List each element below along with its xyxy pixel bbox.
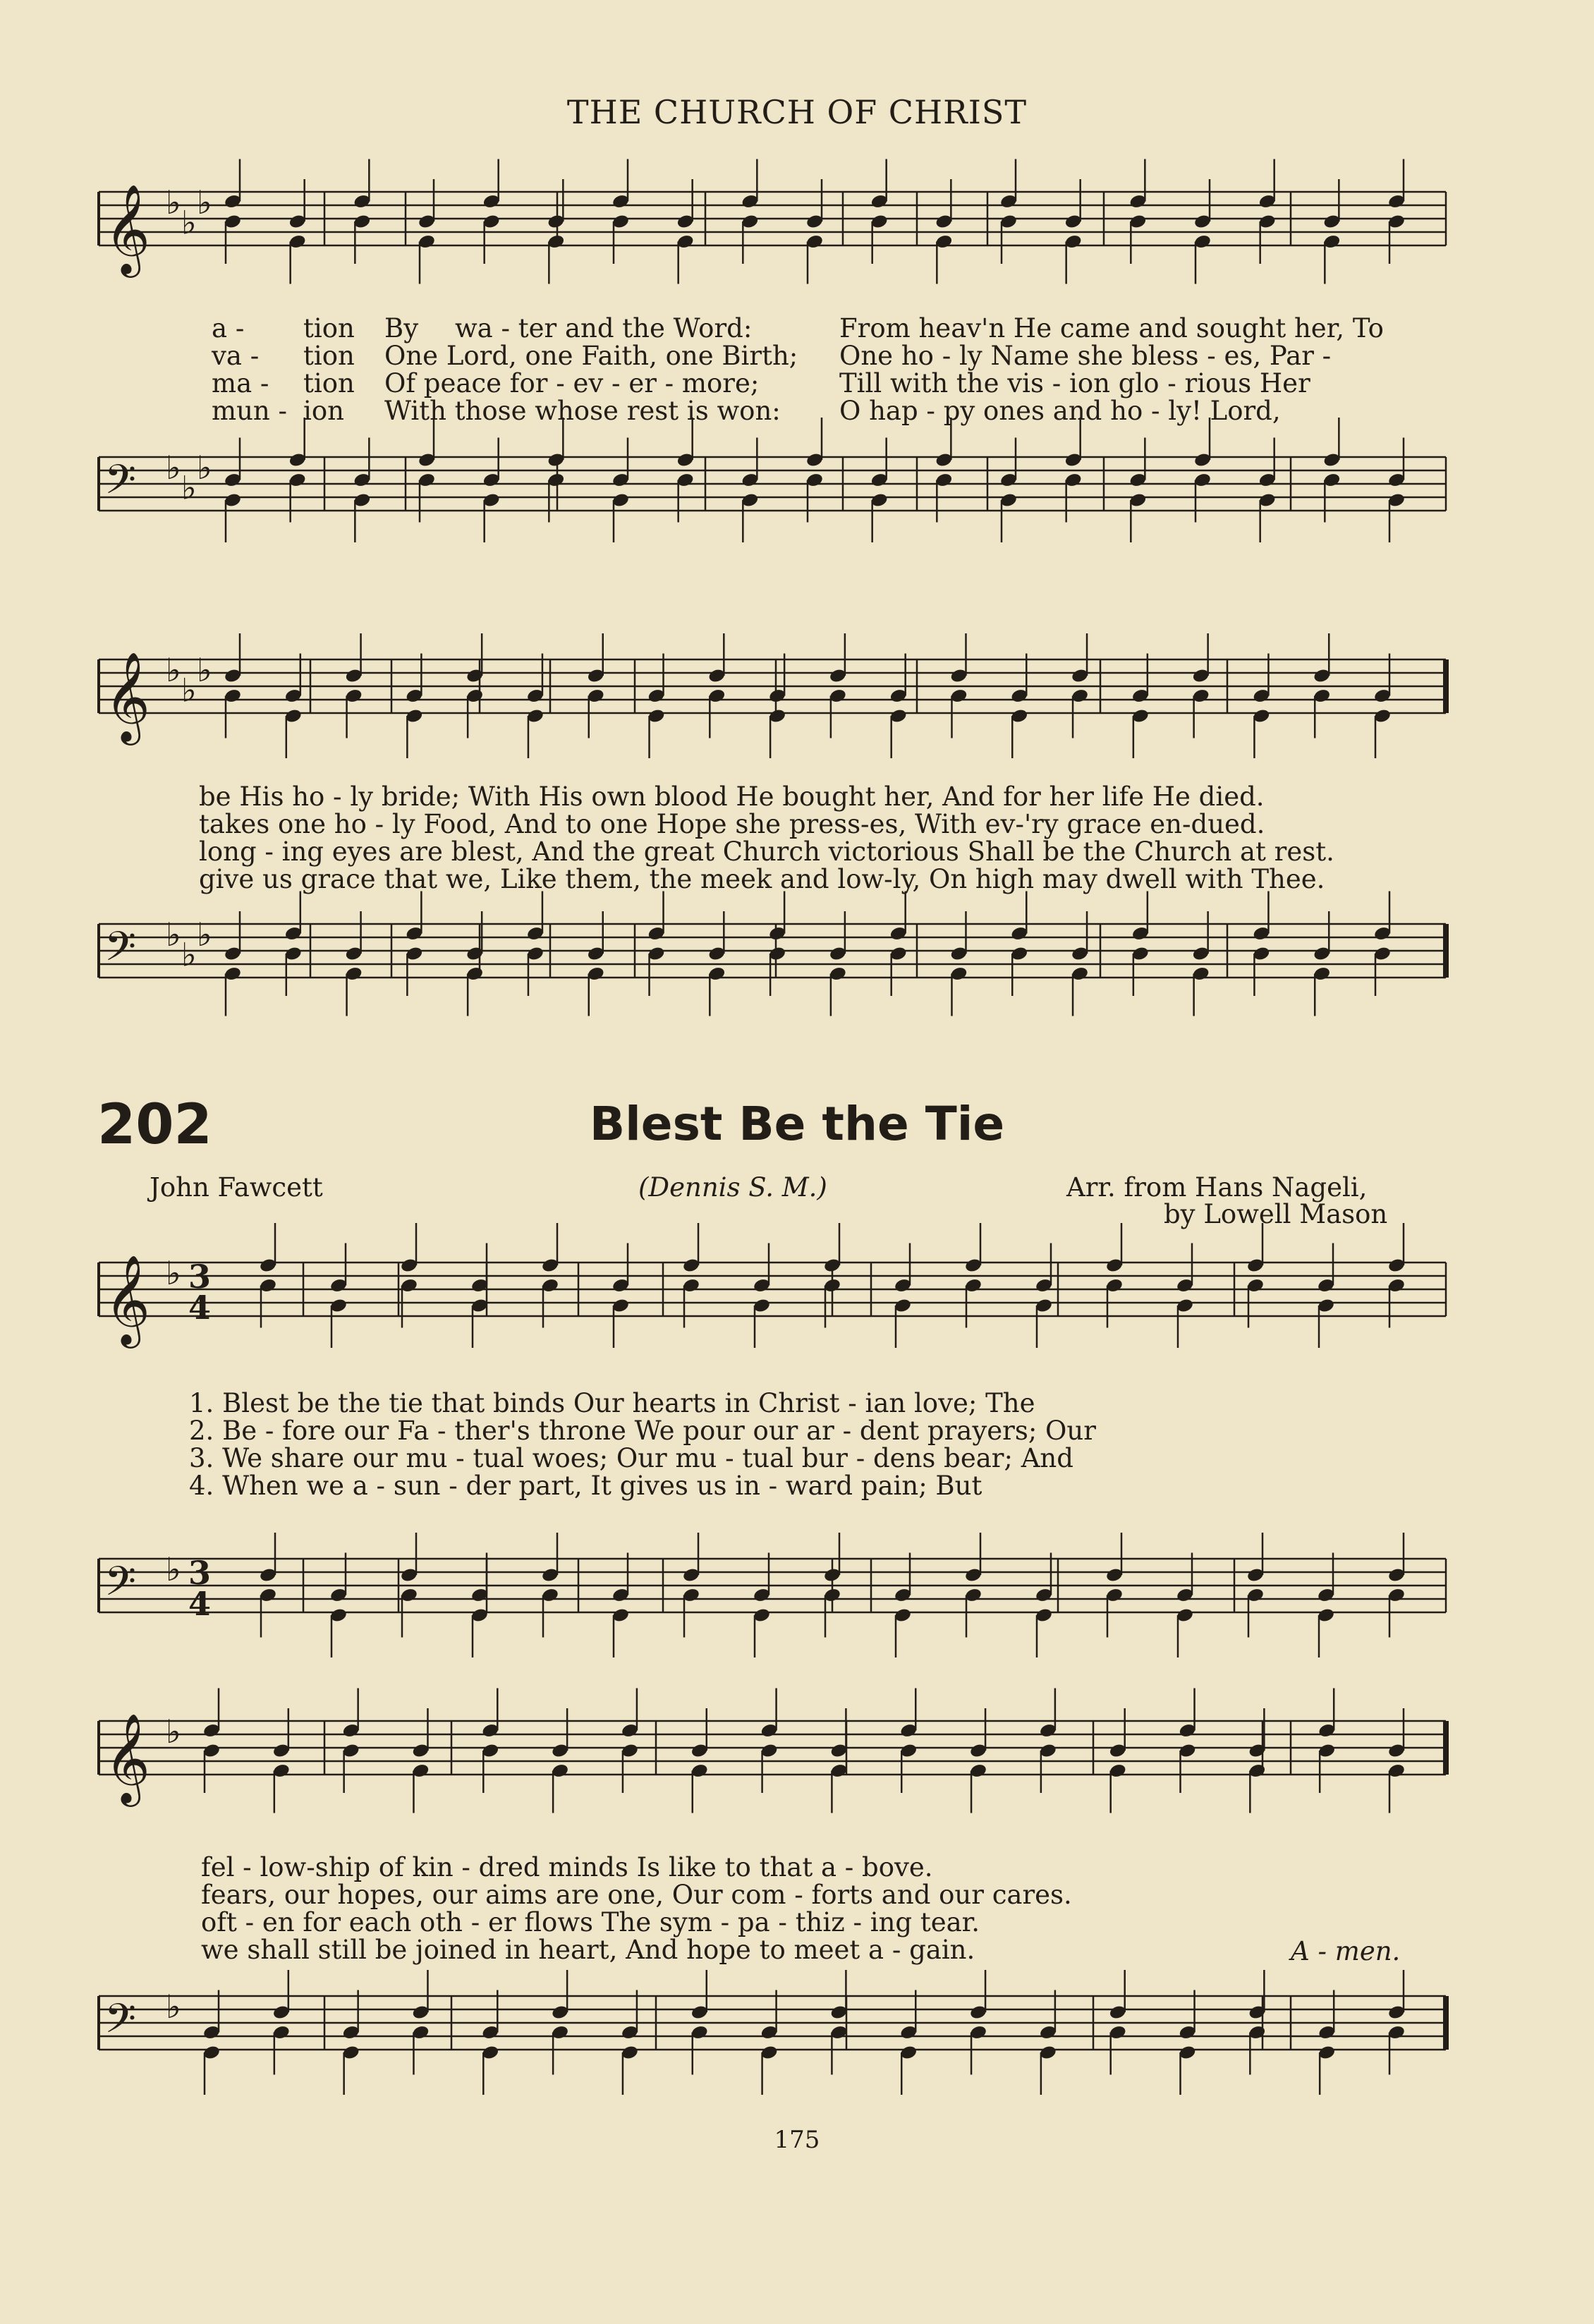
- flat-icon: ♭: [166, 1254, 181, 1292]
- lyric-line: we shall still be joined in heart, And hope to meet a - gain.: [201, 1935, 975, 1965]
- time-signature: 3: [188, 1258, 212, 1296]
- lyric-line: ma - tion Of peace for - ev - er - more; Till with the vis - ion glo - rious Her: [212, 368, 1310, 399]
- flat-icon: ♭: [197, 183, 212, 221]
- flat-icon: ♭: [166, 1712, 181, 1751]
- treble-clef-icon: 𝄞: [104, 1254, 151, 1344]
- lyric-line: a - tion By wa - ter and the Word: From heav'n He came and sought her, To: [212, 313, 1384, 343]
- time-signature: 3: [188, 1554, 212, 1592]
- page-number: 175: [774, 2126, 820, 2154]
- treble-clef-icon: 𝄞: [104, 1712, 151, 1803]
- flat-icon: ♭: [197, 449, 212, 487]
- lyric-line: va - tion One Lord, one Faith, one Birth; One ho - ly Name she bless - es, Par -: [212, 341, 1332, 371]
- lyric-line: give us grace that we, Like them, the meek and low-ly, On high may dwell with Thee.: [199, 864, 1325, 894]
- flat-icon: ♭: [181, 935, 197, 974]
- flat-icon: ♭: [166, 651, 181, 689]
- hymn-arranger: Arr. from Hans Nageli,: [1066, 1172, 1368, 1203]
- flat-icon: ♭: [166, 915, 181, 954]
- hymn-arranger-2: by Lowell Mason: [1164, 1199, 1388, 1229]
- flat-icon: ♭: [181, 203, 197, 242]
- treble-clef-icon: 𝄞: [104, 651, 151, 741]
- lyric-line: long - ing eyes are blest, And the great Church victorious Shall be the Church at rest.: [199, 836, 1334, 867]
- lyric-line: be His ho - ly bride; With His own blood He bought her, And for her life He died.: [199, 781, 1265, 812]
- flat-icon: ♭: [181, 671, 197, 710]
- bass-clef-icon: 𝄢: [104, 456, 137, 513]
- lyric-line: 3. We share our mu - tual woes; Our mu - tual bur - dens bear; And: [189, 1443, 1073, 1473]
- hymn-author: John Fawcett: [150, 1172, 323, 1203]
- lyric-line: oft - en for each oth - er flows The sym - pa - thiz - ing tear.: [201, 1907, 980, 1937]
- lyric-line: fel - low-ship of kin - dred minds Is like to that a - bove.: [201, 1852, 933, 1882]
- time-signature: 4: [188, 1289, 212, 1327]
- flat-icon: ♭: [197, 915, 212, 954]
- flat-icon: ♭: [166, 183, 181, 221]
- lyric-line: 4. When we a - sun - der part, It gives us in - ward pain; But: [189, 1471, 982, 1501]
- hymn-tune: (Dennis S. M.): [638, 1172, 827, 1203]
- lyric-line: mun - ion With those whose rest is won: O hap - py ones and ho - ly! Lord,: [212, 396, 1281, 426]
- lyric-line: takes one ho - ly Food, And to one Hope she press-es, With ev-'ry grace en-dued.: [199, 809, 1265, 839]
- flat-icon: ♭: [181, 468, 197, 507]
- lyric-line: 2. Be - fore our Fa - ther's throne We pour our ar - dent prayers; Our: [189, 1416, 1096, 1446]
- running-head: THE CHURCH OF CHRIST: [566, 93, 1028, 131]
- treble-clef-icon: 𝄞: [104, 183, 151, 274]
- time-signature: 4: [188, 1585, 212, 1623]
- flat-icon: ♭: [166, 1550, 181, 1588]
- bass-clef-icon: 𝄢: [104, 1557, 137, 1615]
- amen-label: A - men.: [1291, 1936, 1401, 1966]
- bass-clef-icon: 𝄢: [104, 1995, 137, 2052]
- hymn-number: 202: [97, 1093, 212, 1157]
- hymn-title: Blest Be the Tie: [589, 1097, 1005, 1151]
- flat-icon: ♭: [166, 1988, 181, 2026]
- flat-icon: ♭: [166, 449, 181, 487]
- lyric-line: fears, our hopes, our aims are one, Our com - forts and our cares.: [201, 1880, 1072, 1910]
- bass-clef-icon: 𝄢: [104, 923, 137, 980]
- flat-icon: ♭: [197, 651, 212, 689]
- lyric-line: 1. Blest be the tie that binds Our hearts in Christ - ian love; The: [189, 1388, 1035, 1418]
